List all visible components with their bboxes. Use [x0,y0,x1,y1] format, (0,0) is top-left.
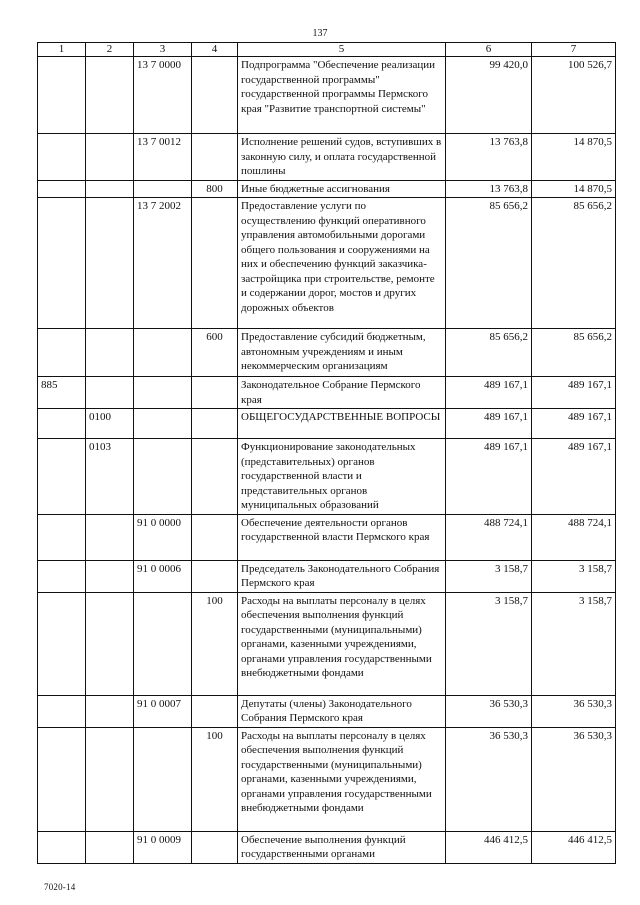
cell-amount-year1: 99 420,0 [446,57,532,134]
cell-ministry [38,695,86,727]
table-row [38,198,616,329]
cell-amount-year2: 14 870,5 [532,180,616,198]
table-row [38,727,616,831]
cell-name: Подпрограмма "Обеспечение реализации государственной программы" государственной программы Пермского края "Развитие транспортной системы" [238,57,446,134]
table-row [38,592,616,695]
cell-ministry [38,560,86,592]
cell-amount-year2: 3 158,7 [532,592,616,695]
cell-ministry [38,727,86,831]
cell-expense-type: 600 [192,329,238,377]
budget-table [37,42,616,864]
cell-name: Иные бюджетные ассигнования [238,180,446,198]
cell-target-article [134,329,192,377]
cell-target-article: 13 7 0000 [134,57,192,134]
cell-target-article [134,180,192,198]
col-header-4: 4 [192,43,238,57]
cell-ministry [38,329,86,377]
cell-expense-type: 800 [192,180,238,198]
cell-amount-year1: 85 656,2 [446,198,532,329]
cell-amount-year1: 489 167,1 [446,409,532,439]
cell-amount-year1: 489 167,1 [446,439,532,515]
cell-amount-year1: 488 724,1 [446,514,532,560]
cell-section [86,180,134,198]
cell-section [86,592,134,695]
cell-ministry [38,180,86,198]
cell-expense-type: 100 [192,727,238,831]
cell-target-article: 91 0 0000 [134,514,192,560]
cell-expense-type [192,134,238,181]
table-row [38,57,616,134]
col-header-7: 7 [532,43,616,57]
cell-amount-year2: 489 167,1 [532,409,616,439]
cell-section: 0103 [86,439,134,515]
cell-section [86,134,134,181]
cell-amount-year2: 100 526,7 [532,57,616,134]
cell-expense-type [192,198,238,329]
col-header-2: 2 [86,43,134,57]
cell-ministry [38,134,86,181]
cell-target-article: 91 0 0006 [134,560,192,592]
cell-amount-year2: 36 530,3 [532,727,616,831]
cell-expense-type [192,560,238,592]
page-number: 137 [312,28,328,39]
cell-amount-year1: 13 763,8 [446,134,532,181]
cell-section [86,695,134,727]
cell-amount-year1: 489 167,1 [446,377,532,409]
table-row [38,377,616,409]
cell-ministry [38,439,86,515]
cell-expense-type [192,695,238,727]
cell-name: Исполнение решений судов, вступивших в законную силу, и оплата государственной пошлины [238,134,446,181]
cell-ministry [38,198,86,329]
cell-expense-type [192,831,238,863]
cell-amount-year2: 36 530,3 [532,695,616,727]
table-row [38,180,616,198]
cell-expense-type [192,377,238,409]
cell-ministry [38,409,86,439]
cell-name: Обеспечение выполнения функций государственными органами [238,831,446,863]
cell-section [86,831,134,863]
cell-amount-year2: 488 724,1 [532,514,616,560]
cell-expense-type [192,57,238,134]
table-row [38,831,616,863]
cell-expense-type [192,409,238,439]
footer-form-code: 7020-14 [44,882,76,892]
cell-amount-year2: 489 167,1 [532,439,616,515]
cell-section [86,727,134,831]
cell-name: Расходы на выплаты персоналу в целях обеспечения выполнения функций государственными (муниципальными) органами, казенными учреждениями, органами управления государственными внебюджетными фондами [238,592,446,695]
cell-target-article: 91 0 0007 [134,695,192,727]
cell-name: Законодательное Собрание Пермского края [238,377,446,409]
cell-name: Функционирование законодательных (представительных) органов государственной власти и представительных органов муниципальных образований [238,439,446,515]
cell-section [86,198,134,329]
table-row [38,134,616,181]
cell-section [86,514,134,560]
cell-ministry [38,514,86,560]
cell-amount-year1: 446 412,5 [446,831,532,863]
cell-name: ОБЩЕГОСУДАРСТВЕННЫЕ ВОПРОСЫ [238,409,446,439]
cell-name: Расходы на выплаты персоналу в целях обеспечения выполнения функций государственными (муниципальными) органами, казенными учреждениями, органами управления государственными внебюджетными фондами [238,727,446,831]
cell-amount-year2: 3 158,7 [532,560,616,592]
table-row [38,329,616,377]
cell-section [86,560,134,592]
table-row [38,695,616,727]
cell-expense-type: 100 [192,592,238,695]
cell-ministry: 885 [38,377,86,409]
cell-section [86,57,134,134]
cell-target-article [134,377,192,409]
cell-amount-year2: 446 412,5 [532,831,616,863]
cell-amount-year1: 85 656,2 [446,329,532,377]
cell-name: Председатель Законодательного Собрания Пермского края [238,560,446,592]
cell-amount-year2: 85 656,2 [532,198,616,329]
cell-amount-year2: 489 167,1 [532,377,616,409]
cell-amount-year1: 36 530,3 [446,695,532,727]
cell-section [86,329,134,377]
cell-target-article: 13 7 2002 [134,198,192,329]
header-row [38,43,616,57]
cell-target-article: 91 0 0009 [134,831,192,863]
cell-name: Депутаты (члены) Законодательного Собрания Пермского края [238,695,446,727]
cell-target-article [134,727,192,831]
cell-target-article [134,592,192,695]
table-row [38,409,616,439]
cell-amount-year1: 3 158,7 [446,560,532,592]
cell-amount-year2: 85 656,2 [532,329,616,377]
cell-ministry [38,57,86,134]
cell-expense-type [192,514,238,560]
table-row [38,514,616,560]
cell-ministry [38,831,86,863]
col-header-5: 5 [238,43,446,57]
cell-amount-year2: 14 870,5 [532,134,616,181]
cell-ministry [38,592,86,695]
cell-target-article: 13 7 0012 [134,134,192,181]
cell-amount-year1: 3 158,7 [446,592,532,695]
cell-target-article [134,409,192,439]
cell-section [86,377,134,409]
cell-name: Предоставление услуги по осуществлению функций оперативного управления автомобильными дорогами общего пользования и сооружениями на них и обеспечению функций заказчика-застройщика при строительстве, ремонте и содержании дорог, мостов и других дорожных объектов [238,198,446,329]
cell-amount-year1: 13 763,8 [446,180,532,198]
cell-name: Обеспечение деятельности органов государственной власти Пермского края [238,514,446,560]
table-row [38,439,616,515]
col-header-6: 6 [446,43,532,57]
col-header-3: 3 [134,43,192,57]
cell-target-article [134,439,192,515]
cell-expense-type [192,439,238,515]
cell-amount-year1: 36 530,3 [446,727,532,831]
cell-name: Предоставление субсидий бюджетным, автономным учреждениям и иным некоммерческим организациям [238,329,446,377]
table-row [38,560,616,592]
cell-section: 0100 [86,409,134,439]
col-header-1: 1 [38,43,86,57]
